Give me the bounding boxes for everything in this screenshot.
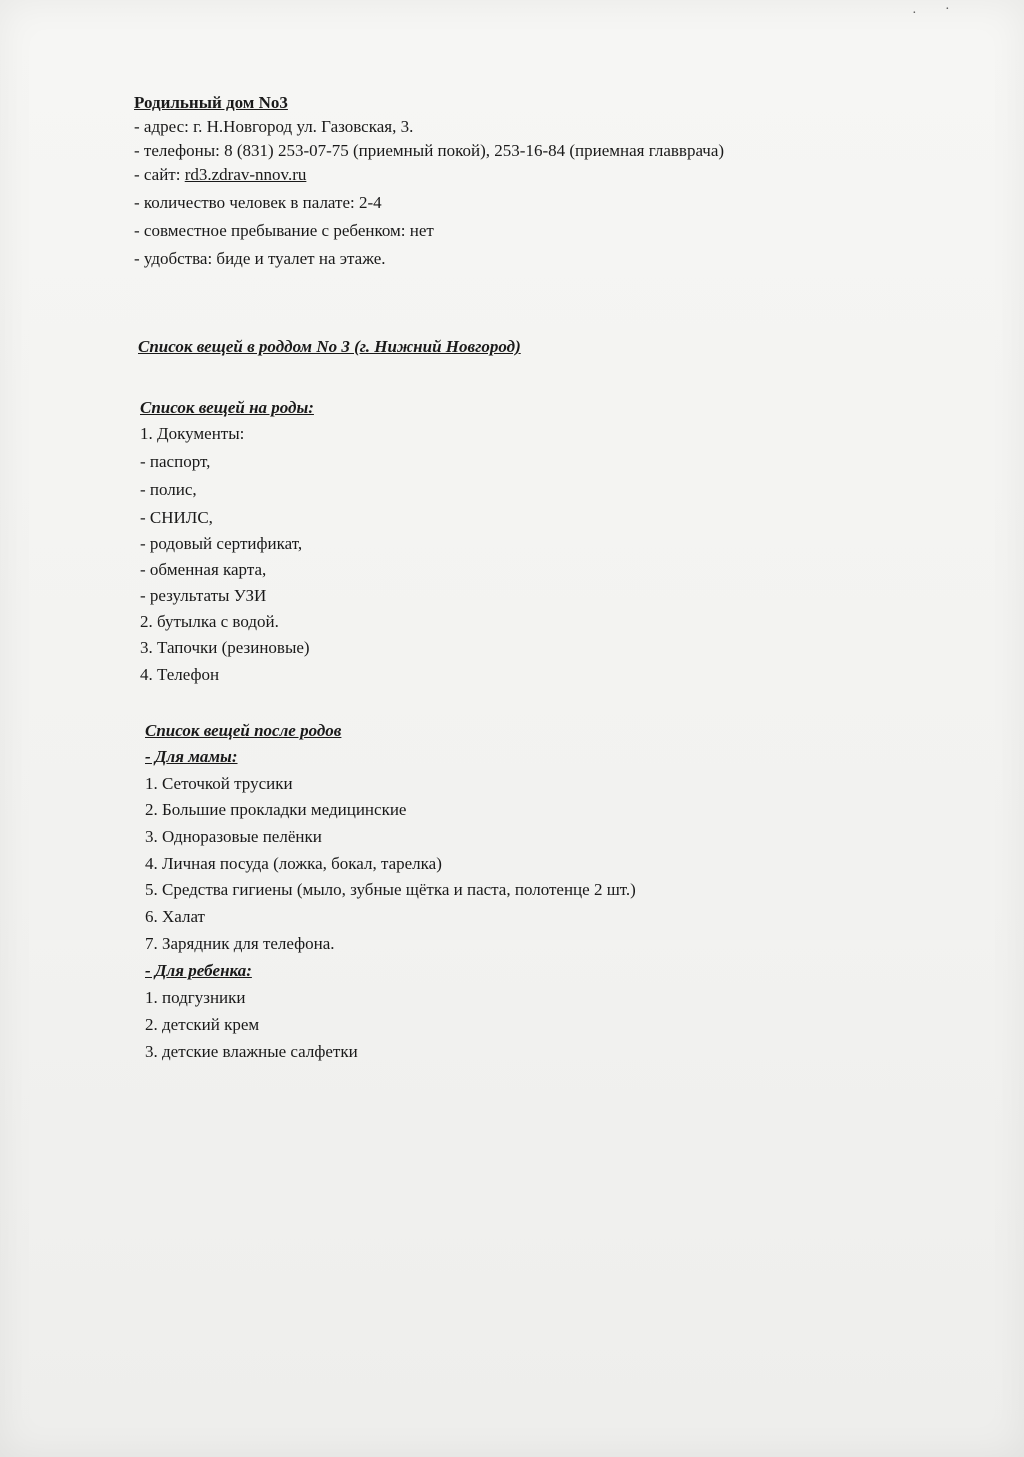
baby-item: 1. подгузники [145, 988, 246, 1007]
birth-item: - полис, [140, 480, 197, 499]
birth-item: 3. Тапочки (резиновые) [140, 638, 310, 657]
maternity-address: - адрес: г. Н.Новгород ул. Газовская, 3. [134, 117, 414, 136]
birth-item: - обменная карта, [140, 560, 267, 579]
scan-mark-icon: · [912, 6, 917, 21]
mom-item: 7. Зарядник для телефона. [145, 934, 335, 953]
maternity-facilities: - удобства: биде и туалет на этаже. [134, 249, 386, 268]
maternity-room-capacity: - количество человек в палате: 2-4 [134, 193, 382, 212]
mom-item: 5. Средства гигиены (мыло, зубные щётка и паста, полотенце 2 шт.) [145, 880, 636, 899]
baby-item: 3. детские влажные салфетки [145, 1042, 358, 1061]
baby-item: 2. детский крем [145, 1015, 260, 1034]
mom-item: 3. Одноразовые пелёнки [145, 827, 322, 846]
maternity-phones: - телефоны: 8 (831) 253-07-75 (приемный покой), 253-16-84 (приемная главврача) [134, 141, 725, 160]
maternity-cohabitation: - совместное пребывание с ребенком: нет [134, 221, 434, 240]
mom-item: 1. Сеточкой трусики [145, 774, 293, 793]
birth-item: - результаты УЗИ [140, 586, 267, 605]
mom-item: 4. Личная посуда (ложка, бокал, тарелка) [145, 854, 442, 873]
birth-item: 4. Телефон [140, 665, 220, 684]
after-birth-list-title: Список вещей после родов [145, 721, 342, 740]
mom-item: 6. Халат [145, 907, 205, 926]
maternity-site-label: - сайт: [134, 165, 185, 184]
mom-item: 2. Большие прокладки медицинские [145, 800, 407, 819]
birth-item: - СНИЛС, [140, 508, 213, 527]
scan-mark-icon: · [945, 2, 950, 17]
baby-section-title: - Для ребенка: [145, 961, 252, 980]
birth-item: - паспорт, [140, 452, 211, 471]
things-list-title: Список вещей в роддом No 3 (г. Нижний Новгород) [138, 337, 521, 356]
maternity-title: Родильный дом No3 [134, 93, 288, 112]
birth-item: 2. бутылка с водой. [140, 612, 279, 631]
maternity-site-link[interactable]: rd3.zdrav-nnov.ru [184, 165, 307, 184]
birth-item: - родовый сертификат, [140, 534, 303, 553]
maternity-site [134, 164, 306, 186]
birth-item: 1. Документы: [140, 424, 245, 443]
birth-list-title: Список вещей на роды: [140, 398, 314, 417]
mom-section-title: - Для мамы: [145, 747, 238, 766]
